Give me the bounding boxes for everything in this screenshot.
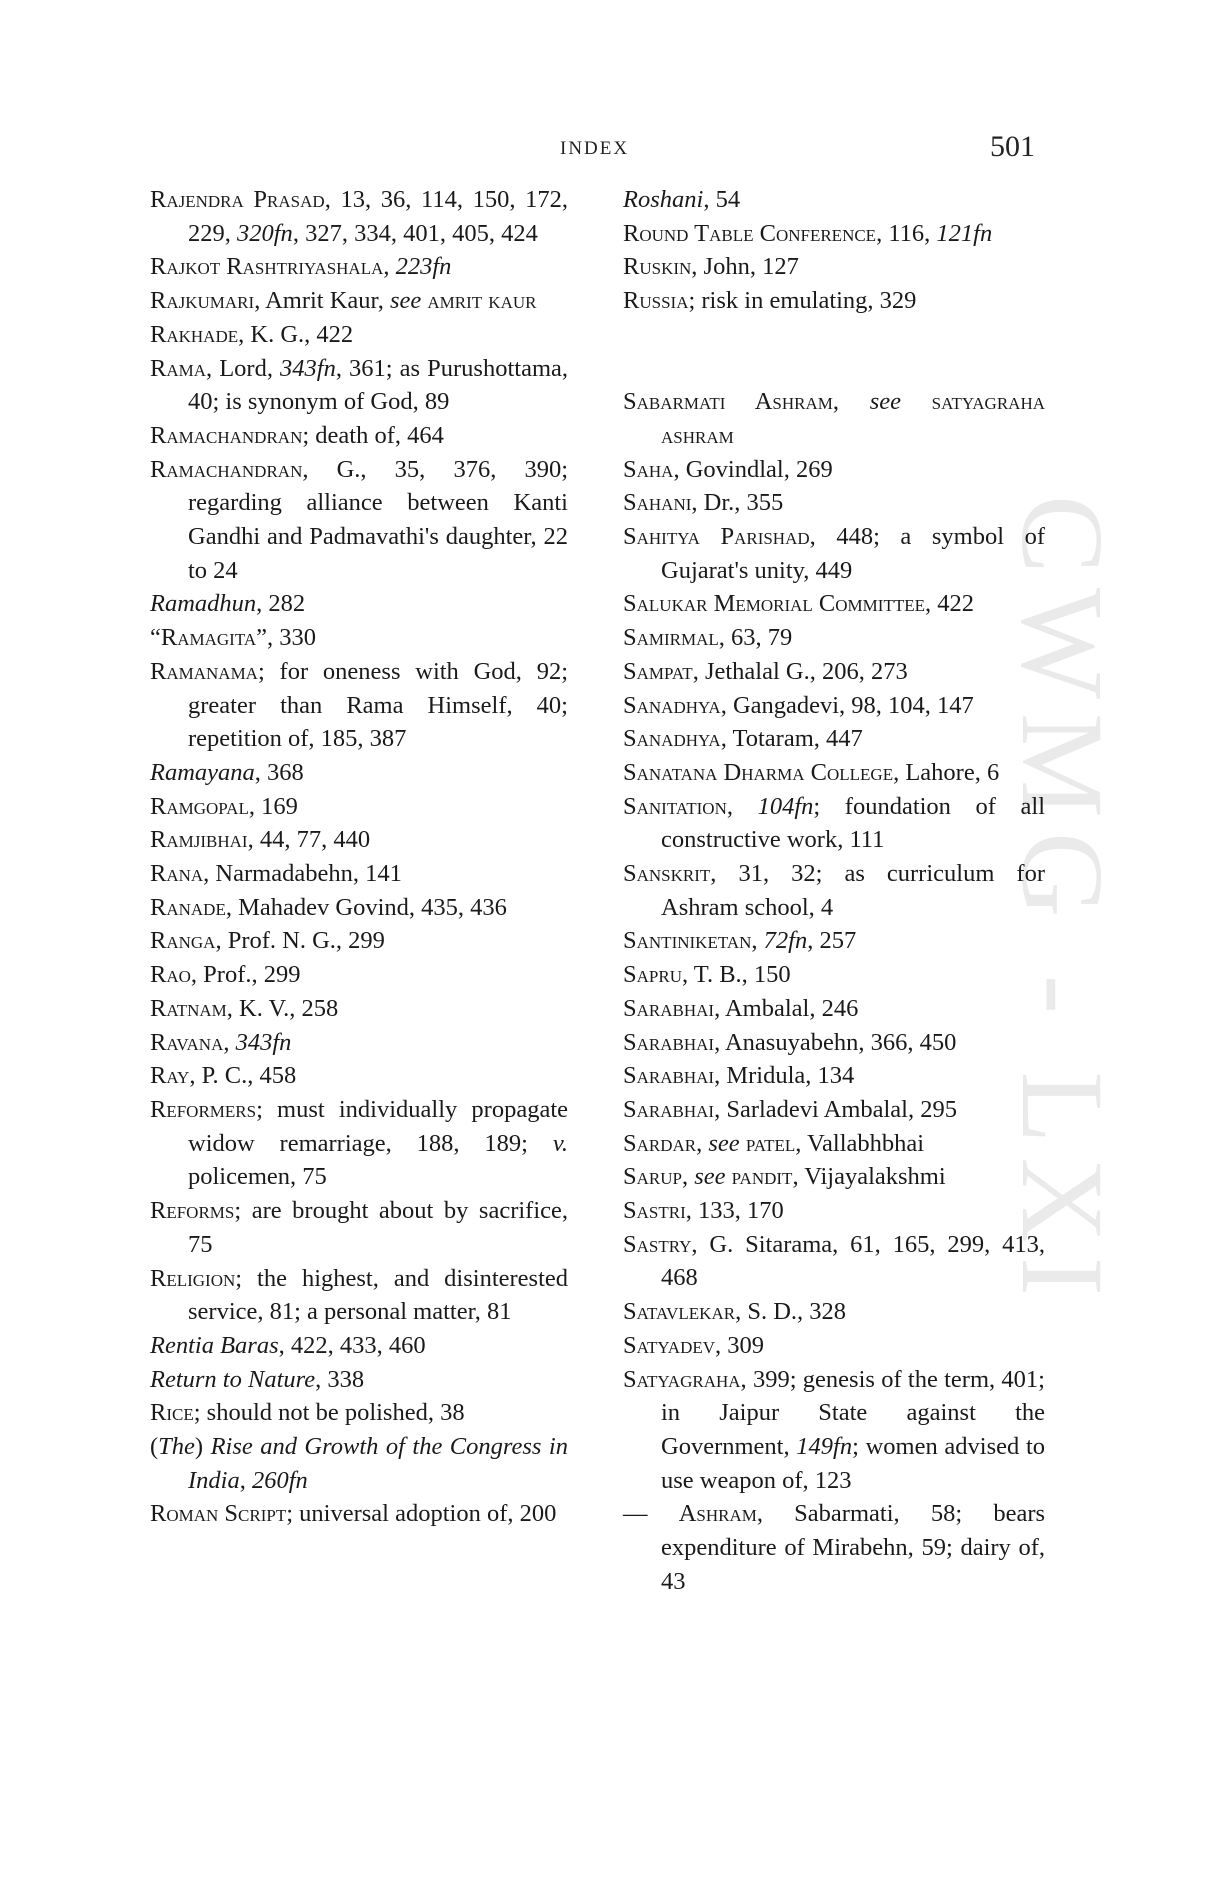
entry-heading: Ranga [150, 927, 216, 955]
entry-heading: Sapru [623, 961, 682, 989]
index-entry [150, 1329, 568, 1363]
index-entry [623, 958, 1045, 992]
index-entry [150, 1026, 568, 1060]
index-entry [623, 1329, 1045, 1363]
index-entry [150, 823, 568, 857]
entry-text: , 448; a symbol of Gujarat's unity, 449 [661, 523, 1045, 584]
entry-heading: Sanadhya [623, 691, 721, 719]
index-entry [150, 1194, 568, 1261]
entry-heading: Ashram [678, 1500, 757, 1528]
entry-text: , 13, 36, 114, 150, 172, 229, [188, 186, 568, 247]
entry-heading: patel [745, 1129, 796, 1157]
entry-text: , Ambalal, 246 [714, 994, 859, 1022]
entry-text: , 422, 433, 460 [278, 1331, 426, 1359]
entry-italic-text: see [708, 1129, 740, 1157]
entry-heading: Religion [150, 1264, 236, 1292]
entry-heading: Samirmal [623, 624, 719, 652]
entry-text: ; the highest, and disinterested service, 81; a personal matter, 81 [188, 1264, 568, 1326]
entry-heading: Sarup [623, 1163, 682, 1191]
entry-heading: Satavlekar [623, 1298, 736, 1326]
entry-text: , Gangadevi, 98, 104, 147 [720, 691, 974, 719]
entry-heading: Sarabhai [623, 1095, 715, 1123]
index-entry [150, 857, 568, 891]
entry-text: , Dr., 355 [691, 489, 784, 517]
index-entry [150, 756, 568, 790]
entry-text: , 169 [248, 792, 298, 820]
entry-heading: Sanskrit [623, 860, 711, 888]
entry-italic-text: 260fn [251, 1466, 308, 1494]
entry-text: , Prof. N. G., 299 [215, 927, 385, 955]
entry-heading: Sanatana Dharma College [623, 758, 894, 786]
entry-text: , 133, 170 [685, 1197, 784, 1225]
index-entry [150, 1262, 568, 1329]
entry-text: , [681, 1163, 695, 1191]
entry-heading: Ramagita [160, 624, 257, 652]
index-column-right [623, 183, 1045, 1599]
index-entry [623, 250, 1045, 284]
entry-text: policemen, 75 [188, 1163, 327, 1191]
entry-heading: Reforms [150, 1197, 235, 1225]
index-entry [623, 621, 1045, 655]
entry-heading: Rajendra Prasad [150, 186, 325, 213]
entry-italic-text: Ramayana [150, 758, 255, 786]
index-entry [150, 1396, 568, 1430]
entry-heading: Ramgopal [150, 792, 249, 820]
index-entry [623, 924, 1045, 958]
entry-text: , [383, 253, 396, 281]
entry-heading: Rajkumari [150, 287, 255, 315]
entry-text: , G. Sitarama, 61, 165, 299, 413, 468 [661, 1230, 1045, 1292]
entry-text: , S. D., 328 [735, 1298, 847, 1326]
entry-heading: Ratnam [150, 994, 227, 1022]
entry-italic-text: Rentia Baras [150, 1331, 279, 1359]
entry-text: , Narmadabehn, 141 [203, 860, 402, 888]
entry-heading: Rana [150, 860, 204, 888]
entry-heading: Rice [150, 1399, 194, 1427]
entry-italic-text: see [389, 287, 422, 315]
index-entry [623, 1127, 1045, 1161]
index-entry [150, 250, 568, 284]
watermark: CWMG - LXI [997, 495, 1128, 1311]
entry-text: , Jethalal G., 206, 273 [692, 657, 908, 685]
entry-text: ; death of, 464 [302, 421, 444, 449]
entry-text: , Mahadev Govind, 435, 436 [225, 893, 507, 921]
entry-heading: Sabarmati Ashram [623, 388, 833, 416]
entry-heading: Santiniketan [623, 927, 752, 955]
entry-text: , John, 127 [691, 253, 799, 281]
index-entry [623, 790, 1045, 857]
entry-text: , 327, 334, 401, 405, 424 [292, 219, 538, 247]
entry-italic-text: 343fn [280, 354, 336, 382]
entry-text: ( [150, 1433, 159, 1461]
entry-heading: Ramanama [150, 657, 258, 685]
index-entry [150, 419, 568, 453]
entry-heading: Ruskin [623, 253, 692, 281]
entry-text: , 282 [256, 590, 306, 618]
entry-italic-text: see [694, 1163, 726, 1191]
entry-heading: Sampat [623, 657, 693, 685]
entry-heading: Sarabhai [623, 1062, 715, 1090]
entry-heading: Rajkot Rashtriyashala [150, 253, 384, 281]
entry-text: , K. V., 258 [226, 994, 339, 1022]
index-entry [150, 1363, 568, 1397]
entry-text: , Govindlal, 269 [673, 455, 833, 483]
index-entry [623, 1497, 1045, 1598]
entry-heading: Ramjibhai [150, 826, 248, 854]
index-entry [623, 284, 1045, 318]
entry-text: ; universal adoption of, 200 [286, 1500, 557, 1528]
index-entry [623, 1026, 1045, 1060]
entry-italic-text: 104fn [757, 792, 814, 820]
entry-heading: Sarabhai [623, 1028, 715, 1056]
entry-italic-text: 343fn [235, 1028, 292, 1056]
index-entry [623, 1093, 1045, 1127]
entry-text: , 31, 32; as curriculum for Ashram school, 4 [661, 860, 1045, 921]
index-entry [623, 992, 1045, 1026]
entry-text: , 338 [315, 1365, 365, 1393]
index-entry [623, 486, 1045, 520]
entry-text: , 399; genesis of the term, 401; in Jaipur State against the Government, [661, 1365, 1045, 1460]
entry-text: “ [150, 624, 161, 652]
index-column-left [150, 183, 568, 1531]
index-entry [623, 1363, 1045, 1498]
entry-text: , Lord, [206, 354, 281, 382]
entry-heading: Roman Script [150, 1500, 287, 1528]
entry-text: , Totaram, 447 [720, 725, 863, 753]
index-entry [150, 891, 568, 925]
entry-heading: Satyagraha [623, 1365, 741, 1393]
entry-text [901, 388, 932, 415]
entry-heading: Ray [150, 1062, 190, 1090]
entry-text: , 422 [924, 590, 974, 618]
entry-spacer [623, 352, 1045, 386]
entry-text: , [239, 1466, 252, 1494]
entry-text: , 257 [807, 927, 857, 955]
entry-italic-text: Return to Nature [150, 1365, 316, 1393]
entry-heading: Rao [150, 961, 191, 989]
entry-text: , Sarladevi Ambalal, 295 [714, 1095, 957, 1123]
entry-heading: Rama [150, 354, 207, 382]
entry-text: ; are brought about by sacrifice, 75 [188, 1197, 568, 1258]
entry-text: , P. C., 458 [189, 1062, 297, 1090]
entry-heading: amrit kaur [427, 287, 537, 315]
entry-text: ) [194, 1433, 211, 1461]
index-entry [623, 857, 1045, 924]
index-entry [623, 722, 1045, 756]
entry-text: , [223, 1028, 236, 1056]
index-entry [150, 284, 568, 318]
entry-heading: Ramachandran [150, 455, 303, 483]
index-entry [150, 958, 568, 992]
page-header [0, 130, 1229, 170]
entry-text: , 63, 79 [718, 624, 793, 652]
entry-text: , [751, 927, 764, 955]
index-entry [150, 621, 568, 655]
entry-heading: Sanadhya [623, 725, 721, 753]
index-entry [150, 587, 568, 621]
index-entry [623, 1295, 1045, 1329]
entry-text: , Amrit Kaur, [254, 287, 390, 315]
index-entry [150, 992, 568, 1026]
index-entry [150, 790, 568, 824]
entry-heading: Salukar Memorial Committee [623, 590, 925, 618]
entry-italic-text: 223fn [395, 253, 452, 281]
index-entry [623, 1194, 1045, 1228]
entry-text: ”, 330 [256, 624, 316, 652]
entry-heading: Sardar [623, 1129, 697, 1157]
entry-text: ; women advised to use weapon of, 123 [661, 1432, 1045, 1494]
index-entry [623, 1228, 1045, 1295]
entry-text: ; for oneness with God, 92; greater than Rama Himself, 40; repetition of, 185, 387 [188, 657, 568, 753]
entry-italic-text: 72fn [763, 927, 808, 955]
index-entry [150, 1430, 568, 1497]
entry-heading: Russia [623, 287, 689, 315]
entry-text: ; risk in emulating, 329 [688, 287, 917, 315]
index-entry [150, 1059, 568, 1093]
index-entry [623, 756, 1045, 790]
entry-text: ; must individually propagate widow remarriage, 188, 189; [188, 1095, 568, 1157]
entry-heading: Rakhade [150, 320, 239, 348]
entry-italic-text: 121fn [936, 219, 993, 247]
entry-text: , Sabarmati, 58; bears expenditure of Mirabehn, 59; dairy of, 43 [661, 1500, 1046, 1595]
index-entry [623, 1059, 1045, 1093]
entry-text: ; should not be polished, 38 [193, 1399, 465, 1427]
entry-heading: Sastry [623, 1230, 692, 1258]
entry-text: , 116, [876, 219, 937, 247]
entry-heading: Saha [623, 455, 674, 483]
index-entry [623, 689, 1045, 723]
index-entry [150, 352, 568, 419]
entry-heading: Ramachandran [150, 421, 303, 449]
entry-text: , 44, 77, 440 [247, 826, 371, 854]
entry-text: , G., 35, 376, 390; regarding alliance between Kanti Gandhi and Padmavathi's daughter, 22 to 24 [188, 455, 568, 584]
entry-italic-text: Ramadhun [150, 590, 257, 618]
entry-text: , Vijayalakshmi [792, 1163, 946, 1191]
entry-text: , [696, 1129, 709, 1157]
entry-text: , Mridula, 134 [714, 1062, 855, 1090]
entry-heading: pandit [731, 1163, 793, 1191]
entry-text: , [726, 792, 758, 820]
entry-text: , 54 [703, 186, 741, 213]
entry-heading: Reformers [150, 1095, 257, 1123]
index-entry [150, 318, 568, 352]
index-entry [150, 453, 568, 588]
index-entry [623, 655, 1045, 689]
index-entry [623, 183, 1045, 217]
entry-text: , Vallabhbhai [795, 1129, 925, 1157]
index-entry [150, 183, 568, 250]
entry-italic-text: see [869, 388, 901, 416]
entry-heading: Sanitation [623, 792, 727, 820]
index-entry [623, 587, 1045, 621]
entry-text: , [832, 388, 870, 416]
entry-text: , T. B., 150 [681, 961, 791, 989]
page-number: 501 [990, 130, 1035, 163]
index-entry [150, 655, 568, 756]
entry-text: , Prof., 299 [190, 961, 301, 989]
entry-italic-text: The [158, 1433, 195, 1461]
entry-italic-text: 149fn [796, 1432, 853, 1460]
entry-heading: Ravana [150, 1028, 224, 1056]
entry-text: , 361; as Purushottama, 40; is synonym of God, 89 [188, 354, 568, 416]
entry-heading: Round Table Conference [623, 219, 877, 247]
running-head: INDEX [560, 138, 630, 159]
entry-spacer [623, 318, 1045, 352]
entry-heading: Ranade [150, 893, 226, 921]
index-entry [623, 1160, 1045, 1194]
index-entry [623, 453, 1045, 487]
entry-heading: Sastri [623, 1197, 686, 1225]
index-entry [150, 1093, 568, 1194]
entry-italic-text: Roshani [623, 186, 704, 213]
index-entry [150, 924, 568, 958]
entry-text: , 309 [715, 1331, 765, 1359]
entry-text: ; foundation of all constructive work, 111 [661, 792, 1045, 854]
index-entry [623, 217, 1045, 251]
entry-heading: satyagraha ashram [661, 388, 1046, 449]
entry-heading: Sarabhai [623, 994, 715, 1022]
entry-italic-text: Rise and Growth of the Congress in India [188, 1433, 568, 1494]
index-entry [623, 385, 1045, 452]
entry-text: , 368 [254, 758, 304, 786]
entry-text: — [623, 1500, 679, 1528]
entry-text: , Lahore, 6 [893, 758, 1000, 786]
entry-heading: Sahitya Parishad [623, 523, 810, 550]
entry-heading: Sahani [623, 489, 692, 517]
entry-italic-text: 320fn [237, 219, 293, 247]
index-entry [623, 520, 1045, 587]
entry-text: , Anasuyabehn, 366, 450 [714, 1028, 957, 1056]
entry-italic-text: v. [552, 1129, 568, 1157]
entry-text: , K. G., 422 [238, 320, 354, 348]
index-entry [150, 1497, 568, 1531]
entry-heading: Satyadev [623, 1331, 716, 1359]
